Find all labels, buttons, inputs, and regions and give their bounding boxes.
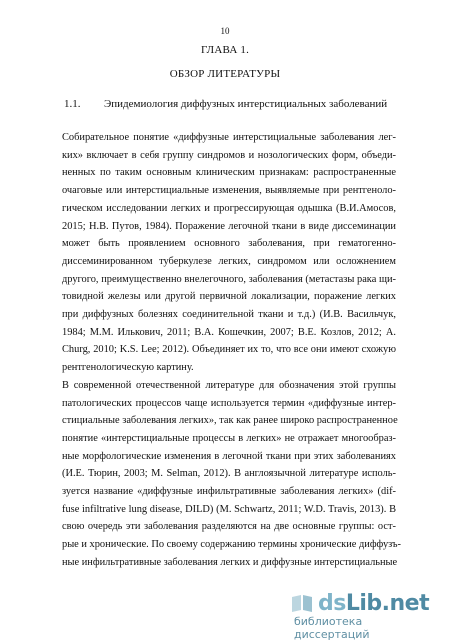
body-line: понятие «интерстициальные процессы в легких» не отражает многообраз- [62,432,396,444]
body-line: (И.Е. Тюрин, 2003; M. Selman, 2012). В англоязычной литературе исполь- [62,468,396,480]
section-title: Эпидемиология диффузных интерстициальных заболеваний [104,98,388,110]
section-number: 1.1. [64,98,81,110]
body-line: очаговые или интерстициальные изменения, выявляемые при рентгеноло- [62,185,396,197]
page-number: 10 [220,26,230,36]
section-heading [64,98,387,110]
body-text [62,129,401,572]
body-line: ные инфильтративные заболевания легких и диффузные интерстициальные [62,556,398,568]
body-line: рентгенологическую картину. [62,362,194,374]
body-line: ких» включает в себя группу синдромов и нозологических форм, объеди- [62,149,396,161]
body-line: другого, преимущественно внелегочного, заболевания (метастазы рака щи- [62,273,396,285]
body-line: рые и хронические. По своему содержанию термины хронические диффузъ- [62,539,401,551]
body-line: зуется название «диффузные инфильтративные заболевания легких» (dif- [62,486,396,498]
body-line: ные морфологические изменения в легочной ткани при этих заболеваниях [62,450,396,462]
body-line: может быть проявлением основного заболевания, при гематогенно- [62,238,396,250]
book-icon [290,593,314,613]
body-line: гическом исследовании легких и прогрессирующая одышка (В.И.Амосов, [62,202,396,214]
dslib-tagline: библиотека диссертаций [294,615,370,641]
body-line: ненных по таким основным клиническим признакам: распространенные [62,167,396,179]
body-line: патологических процессов чаще используется термин «диффузные интер- [62,397,396,409]
chapter-title: ОБЗОР ЛИТЕРАТУРЫ [169,68,281,80]
body-line: товидной железы или другой первичной локализации, поражение легких [62,291,396,303]
dslib-watermark[interactable] [290,591,440,641]
body-line: стициальные заболевания легких», так как ранее широко распространенное [62,415,398,427]
body-line: fuse infiltrative lung disease, DILD) (M. Schwartz, 2011; W.D. Travis, 2013). В [62,503,396,515]
body-line: при диффузных болезнях соединительной ткани и т.д.) (И.В. Васильчук, [62,309,396,321]
dslib-logo: dsLib.net [318,591,430,616]
body-line: диссеминированном туберкулезе легких, синдромом или осложнением [62,255,396,267]
body-line: свою очередь эти заболевания разделяются на две основные группы: ост- [62,521,396,533]
body-line: Churg, 2010; K.S. Lee; 2012). Объединяет их то, что все они имеют схожую [62,344,396,356]
body-line: 1984; М.М. Илькович, 2011; В.А. Кошечкин, 2007; В.Е. Козлов, 2012; A. [62,326,396,338]
body-line: 2015; Н.В. Путов, 1984). Поражение легочной ткани в виде диссеминации [62,220,396,232]
body-line: В современной отечественной литературе для обозначения этой группы [62,379,396,391]
chapter-heading: ГЛАВА 1. [200,44,250,56]
body-line: Собирательное понятие «диффузные интерстициальные заболевания лег- [62,132,396,143]
